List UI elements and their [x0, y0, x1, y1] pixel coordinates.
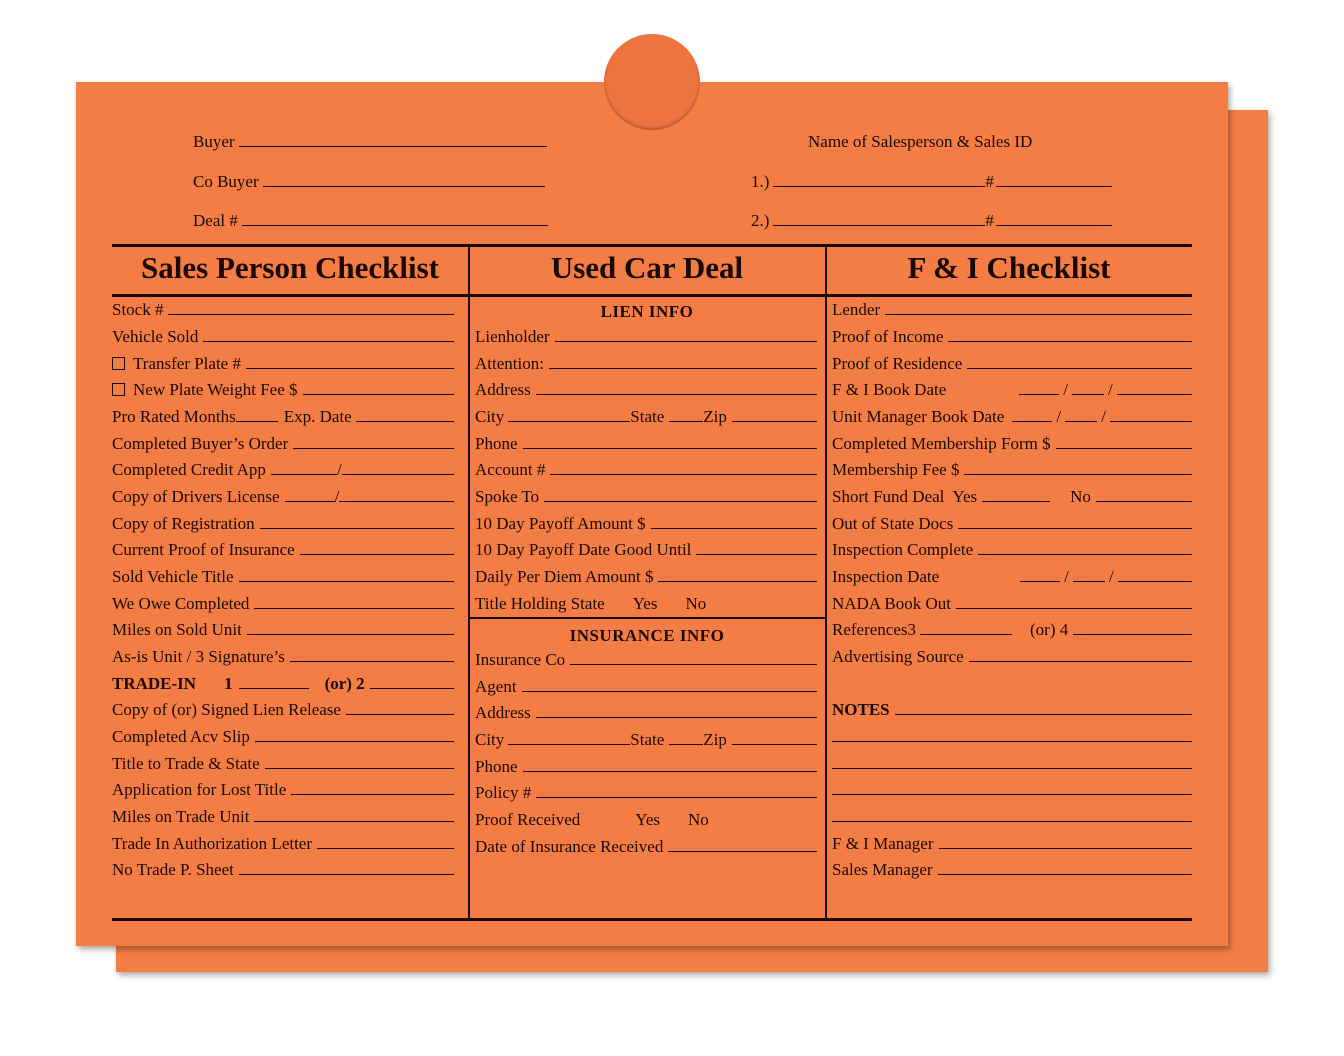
buyer-field[interactable]	[193, 132, 547, 152]
out-of-state-field[interactable]	[832, 514, 1192, 538]
short-fund-no: No	[1070, 487, 1091, 506]
unit-mgr-slash-1: /	[1056, 407, 1062, 426]
membership-form-label: Completed Membership Form $	[832, 434, 1051, 453]
used-car-deal-title: Used Car Deal	[550, 250, 744, 285]
trade-in-label: TRADE-IN	[112, 674, 197, 693]
salesperson-2-field[interactable]	[751, 211, 1112, 231]
co-buyer-field[interactable]	[193, 172, 545, 192]
ins-zip-label: Zip	[703, 730, 727, 749]
proof-received-label: Proof Received	[475, 810, 581, 829]
drivers-license-field[interactable]	[112, 487, 454, 511]
references-field[interactable]	[832, 620, 1192, 644]
stock-field[interactable]	[112, 300, 454, 324]
sp1-hash: #	[985, 172, 994, 191]
new-plate-label: New Plate Weight Fee $	[133, 380, 298, 399]
envelope-front	[76, 82, 1228, 946]
as-is-label: As-is Unit / 3 Signature’s	[112, 647, 285, 666]
agent-field[interactable]	[475, 677, 817, 701]
trade-in-field[interactable]	[112, 674, 454, 698]
notes-line-3[interactable]	[832, 780, 1192, 804]
out-of-state-label: Out of State Docs	[832, 514, 954, 533]
lien-release-field[interactable]	[112, 700, 454, 724]
fi-book-date-label: F & I Book Date	[832, 380, 947, 399]
acv-field[interactable]	[112, 727, 454, 751]
title-state-label: Title Holding State	[475, 594, 605, 613]
insurance-label: Current Proof of Insurance	[112, 540, 295, 559]
title-trade-label: Title to Trade & State	[112, 754, 260, 773]
proof-received-yes[interactable]: Yes	[635, 810, 661, 829]
fi-manager-label: F & I Manager	[832, 834, 934, 853]
short-fund-field[interactable]	[832, 487, 1192, 511]
payoff-amount-label: 10 Day Payoff Amount $	[475, 514, 646, 533]
lien-zip-label: Zip	[703, 407, 727, 426]
salesperson-title: Name of Salesperson & Sales ID	[808, 132, 1033, 151]
attention-field[interactable]	[475, 354, 817, 378]
notes-field[interactable]	[832, 700, 1192, 724]
sales-person-checklist-title: Sales Person Checklist	[141, 250, 439, 285]
vehicle-sold-label: Vehicle Sold	[112, 327, 199, 346]
deal-label: Deal #	[193, 211, 238, 230]
attention-label: Attention:	[475, 354, 544, 373]
per-diem-field[interactable]	[475, 567, 817, 591]
lender-label: Lender	[832, 300, 881, 319]
proof-residence-label: Proof of Residence	[832, 354, 963, 373]
inspection-complete-label: Inspection Complete	[832, 540, 974, 559]
lienholder-field[interactable]	[475, 327, 817, 351]
ins-phone-label: Phone	[475, 757, 518, 776]
lien-address-label: Address	[475, 380, 531, 399]
ins-address-label: Address	[475, 703, 531, 722]
unit-mgr-date-field[interactable]	[832, 407, 1192, 431]
unit-mgr-date-label: Unit Manager Book Date	[832, 407, 1005, 426]
new-plate-checkbox[interactable]	[112, 383, 125, 396]
membership-form-field[interactable]	[832, 434, 1192, 458]
registration-field[interactable]	[112, 514, 454, 538]
new-plate-field[interactable]	[112, 380, 454, 404]
as-is-field[interactable]	[112, 647, 454, 671]
nada-field[interactable]	[832, 594, 1192, 618]
insurance-info-heading: INSURANCE INFO	[569, 626, 725, 645]
lien-city-field[interactable]	[475, 407, 817, 431]
trade-auth-label: Trade In Authorization Letter	[112, 834, 313, 853]
lost-title-field[interactable]	[112, 780, 454, 804]
fi-book-date-field[interactable]	[832, 380, 1192, 404]
drivers-license-slash: /	[334, 487, 340, 506]
membership-fee-label: Membership Fee $	[832, 460, 960, 479]
ins-state-label: State	[630, 730, 665, 749]
proof-income-label: Proof of Income	[832, 327, 944, 346]
sp2-label: 2.)	[751, 211, 770, 230]
no-trade-label: No Trade P. Sheet	[112, 860, 234, 879]
payoff-amount-field[interactable]	[475, 514, 817, 538]
we-owe-label: We Owe Completed	[112, 594, 250, 613]
account-field[interactable]	[475, 460, 817, 484]
fi-checklist-title: F & I Checklist	[907, 250, 1111, 285]
unit-mgr-slash-2: /	[1101, 407, 1106, 426]
lien-city-label: City	[475, 407, 505, 426]
insurance-field[interactable]	[112, 540, 454, 564]
date-received-field[interactable]	[475, 837, 817, 861]
lien-info-heading: LIEN INFO	[600, 302, 694, 321]
inspection-slash-2: /	[1108, 567, 1114, 586]
policy-field[interactable]	[475, 783, 817, 807]
deal-field[interactable]	[193, 211, 548, 231]
thumb-notch	[604, 34, 700, 130]
notes-line-1[interactable]	[832, 727, 1192, 751]
no-trade-field[interactable]	[112, 860, 454, 884]
stock-label: Stock #	[112, 300, 164, 319]
acv-label: Completed Acv Slip	[112, 727, 250, 746]
pro-rated-field[interactable]	[112, 407, 454, 431]
sp2-hash: #	[985, 211, 994, 230]
ins-city-label: City	[475, 730, 505, 749]
nada-label: NADA Book Out	[832, 594, 952, 613]
fi-book-slash-1: /	[1063, 380, 1069, 399]
title-trade-field[interactable]	[112, 754, 454, 778]
proof-received-no[interactable]: No	[688, 810, 709, 829]
notes-label: NOTES	[832, 700, 890, 719]
lien-phone-field[interactable]	[475, 434, 817, 458]
lien-phone-label: Phone	[475, 434, 518, 453]
lost-title-label: Application for Lost Title	[112, 780, 287, 799]
policy-label: Policy #	[475, 783, 532, 802]
credit-app-label: Completed Credit App	[112, 460, 266, 479]
inspection-complete-field[interactable]	[832, 540, 1192, 564]
sold-title-label: Sold Vehicle Title	[112, 567, 234, 586]
fi-manager-field[interactable]	[832, 834, 1192, 858]
inspection-date-field[interactable]	[832, 567, 1192, 591]
payoff-date-field[interactable]	[475, 540, 817, 564]
co-buyer-label: Co Buyer	[193, 172, 259, 191]
buyers-order-label: Completed Buyer’s Order	[112, 434, 289, 453]
short-fund-yes: Yes	[952, 487, 978, 506]
buyer-label: Buyer	[193, 132, 235, 151]
title-state-yes[interactable]: Yes	[632, 594, 658, 613]
checklist-table	[112, 244, 1192, 920]
notes-line-2[interactable]	[832, 754, 1192, 778]
vehicle-sold-field[interactable]	[112, 327, 454, 351]
agent-label: Agent	[475, 677, 517, 696]
drivers-license-label: Copy of Drivers License	[112, 487, 280, 506]
ins-city-field[interactable]	[475, 730, 817, 754]
lien-release-label: Copy of (or) Signed Lien Release	[112, 700, 341, 719]
inspection-slash-1: /	[1064, 567, 1069, 586]
membership-fee-field[interactable]	[832, 460, 1192, 484]
spoke-to-label: Spoke To	[475, 487, 540, 506]
sales-manager-field[interactable]	[832, 860, 1192, 884]
title-state-field[interactable]	[475, 594, 817, 618]
inspection-date-label: Inspection Date	[832, 567, 940, 586]
insurance-co-field[interactable]	[475, 650, 817, 674]
references-or4: (or) 4	[1030, 620, 1069, 639]
miles-trade-field[interactable]	[112, 807, 454, 831]
lienholder-label: Lienholder	[475, 327, 550, 346]
proof-residence-field[interactable]	[832, 354, 1192, 378]
sold-title-field[interactable]	[112, 567, 454, 591]
payoff-date-label: 10 Day Payoff Date Good Until	[475, 540, 692, 559]
pro-rated-label: Pro Rated Months	[112, 407, 236, 426]
credit-app-slash: /	[336, 460, 342, 479]
lien-state-label: State	[630, 407, 665, 426]
notes-line-4[interactable]	[832, 807, 1192, 831]
salesperson-1-field[interactable]	[751, 172, 1112, 192]
short-fund-label: Short Fund Deal	[832, 487, 945, 506]
title-state-no[interactable]: No	[685, 594, 707, 613]
miles-sold-label: Miles on Sold Unit	[112, 620, 242, 639]
spoke-to-field[interactable]	[475, 487, 817, 511]
per-diem-label: Daily Per Diem Amount $	[475, 567, 654, 586]
transfer-plate-checkbox[interactable]	[112, 357, 125, 370]
fi-book-slash-2: /	[1108, 380, 1113, 399]
trade-auth-field[interactable]	[112, 834, 454, 858]
ins-phone-field[interactable]	[475, 757, 817, 781]
miles-trade-label: Miles on Trade Unit	[112, 807, 250, 826]
advertising-field[interactable]	[832, 647, 1192, 671]
lien-address-field[interactable]	[475, 380, 817, 404]
date-received-label: Date of Insurance Received	[475, 837, 664, 856]
proof-income-field[interactable]	[832, 327, 1192, 351]
proof-received-field[interactable]	[475, 810, 817, 834]
miles-sold-field[interactable]	[112, 620, 454, 644]
we-owe-field[interactable]	[112, 594, 454, 618]
insurance-co-label: Insurance Co	[475, 650, 566, 669]
buyers-order-field[interactable]	[112, 434, 454, 458]
sales-manager-label: Sales Manager	[832, 860, 933, 879]
credit-app-field[interactable]	[112, 460, 454, 484]
ins-address-field[interactable]	[475, 703, 817, 727]
sp1-label: 1.)	[751, 172, 770, 191]
references-label: References3	[832, 620, 917, 639]
trade-in-or2: (or) 2	[324, 674, 365, 693]
account-label: Account #	[475, 460, 546, 479]
transfer-plate-field[interactable]	[112, 354, 454, 378]
lender-field[interactable]	[832, 300, 1192, 324]
advertising-label: Advertising Source	[832, 647, 964, 666]
transfer-plate-label: Transfer Plate #	[133, 354, 241, 373]
trade-in-one: 1	[224, 674, 233, 693]
exp-date-label: Exp. Date	[283, 407, 352, 426]
registration-label: Copy of Registration	[112, 514, 255, 533]
